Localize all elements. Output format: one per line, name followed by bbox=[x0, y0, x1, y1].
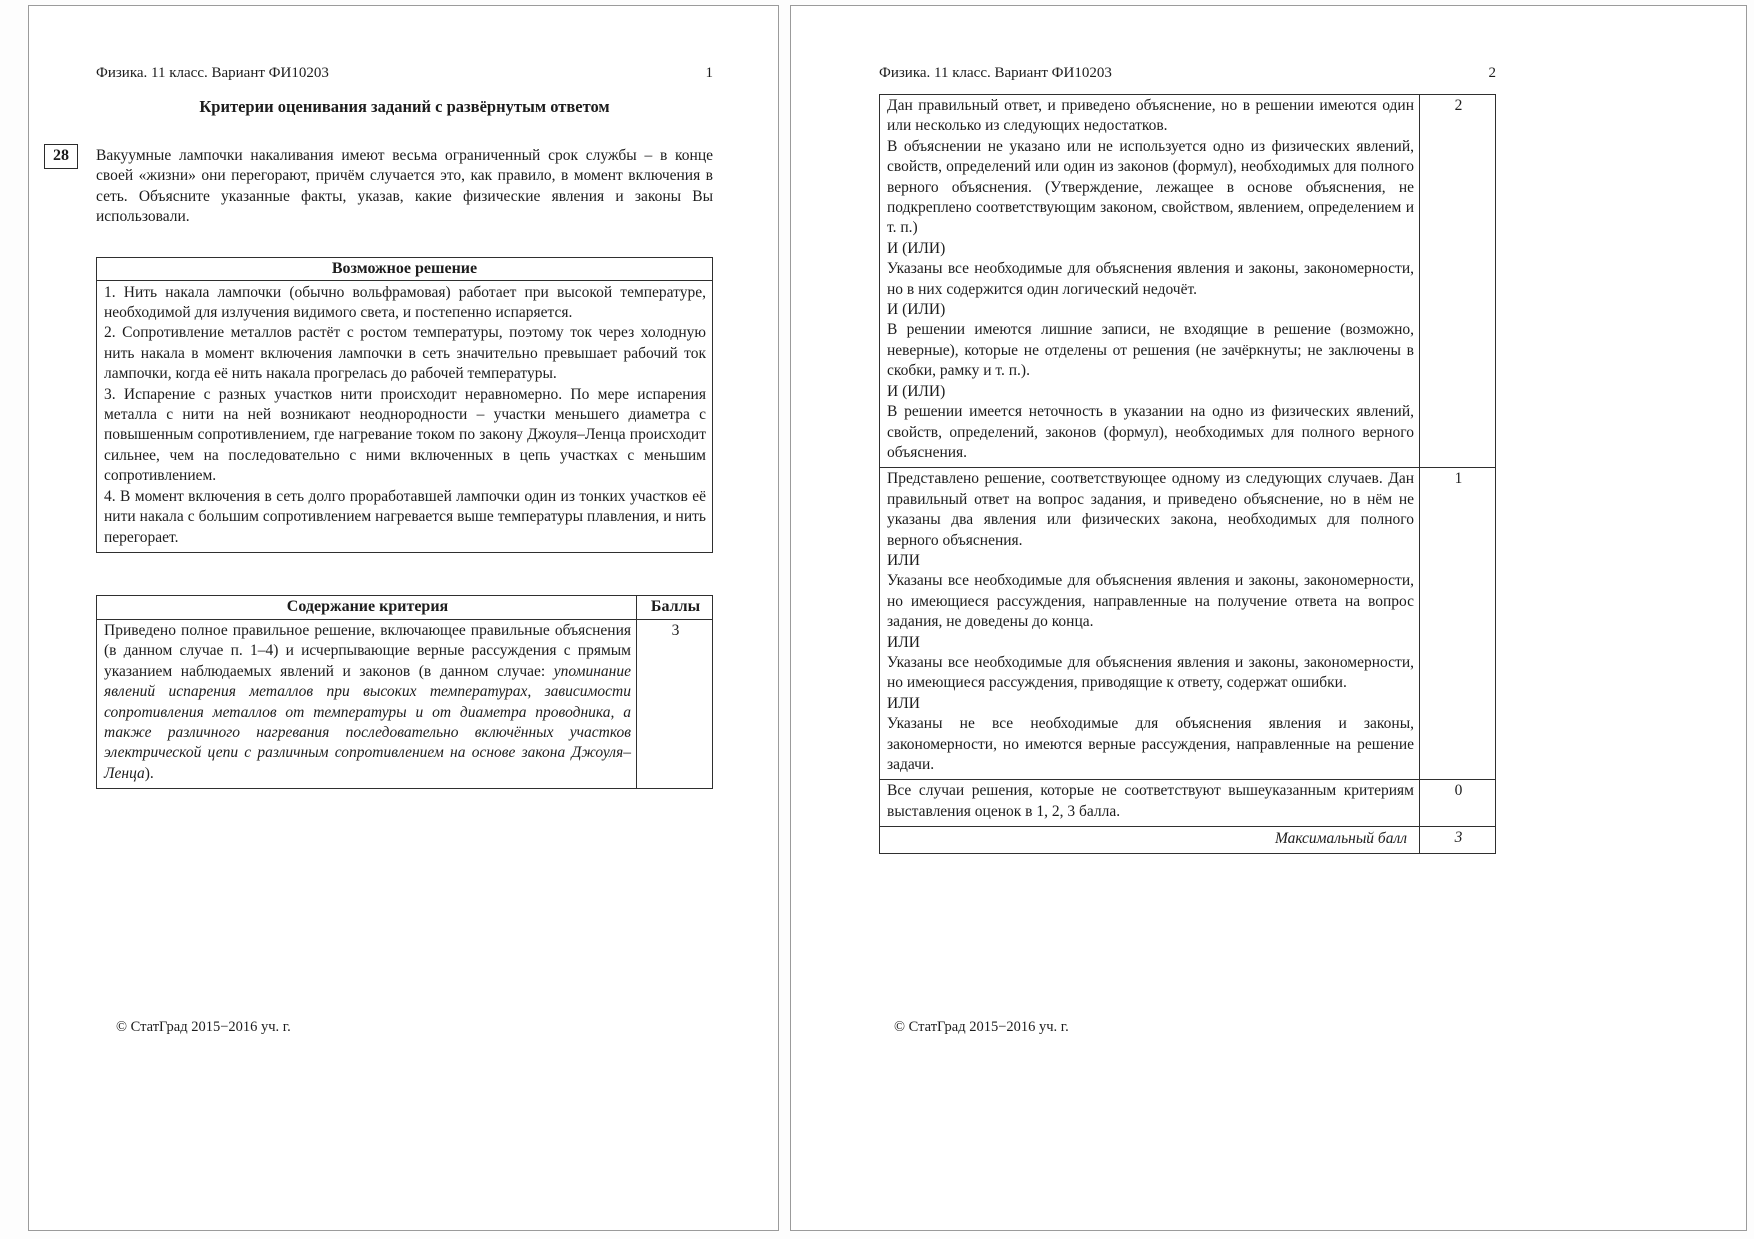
page-1-footer: © СтатГрад 2015−2016 уч. г. bbox=[116, 1019, 291, 1035]
criteria-row-score-1-value: 1 bbox=[1420, 467, 1495, 779]
document-spread bbox=[28, 5, 1747, 1233]
variant-label: Физика. 11 класс. Вариант ФИ10203 bbox=[879, 65, 1112, 81]
paragraph: Все случаи решения, которые не соответствуют вышеуказанным критериям выставления оценок в 1, 2, 3 балла. bbox=[887, 782, 1414, 820]
paragraph: Указаны все необходимые для объяснения явления и законы, закономерности, но в них содержится один логический недочёт. bbox=[887, 260, 1414, 298]
task-28-block bbox=[53, 146, 713, 228]
solution-item-1: 1. Нить накала лампочки (обычно вольфрамовая) работает при высокой температуре, необходимой для излучения видимого света, и постепенно испаряется. bbox=[104, 283, 706, 322]
criteria-row-score-0-value: 0 bbox=[1420, 779, 1495, 826]
connector-ili: ИЛИ bbox=[887, 551, 920, 569]
solution-table-body bbox=[97, 281, 712, 552]
solution-table-header: Возможное решение bbox=[97, 258, 712, 281]
document-title: Критерии оценивания заданий с развёрнутым ответом bbox=[199, 97, 610, 116]
page-1 bbox=[28, 5, 779, 1231]
connector-i-ili: И (ИЛИ) bbox=[887, 382, 946, 400]
task-number-box: 28 bbox=[44, 144, 78, 169]
criteria-row-score-3-paragraph bbox=[104, 621, 631, 784]
criteria-row-score-2-text bbox=[880, 95, 1420, 467]
paragraph: Дан правильный ответ, и приведено объяснение, но в решении имеются один или несколько из следующих недостатков. bbox=[887, 97, 1414, 135]
connector-ili: ИЛИ bbox=[887, 694, 920, 712]
criteria-3-lead: Приведено полное правильное решение, включающее правильные объяснения (в данном случае п. 1–4) и исчерпывающие верные рассуждения с прямым указанием наблюдаемых явлений и законов (в данном случае: bbox=[104, 621, 631, 680]
task-text: Вакуумные лампочки накаливания имеют весьма ограниченный срок службы – в конце своей «жизни» они перегорают, причём случается это, как правило, в момент включения в сеть. Объясните указанные факты, указав, какие физические явления и законы Вы использовали. bbox=[96, 147, 713, 226]
page-2 bbox=[790, 5, 1747, 1231]
criteria-3-tail: ). bbox=[144, 764, 154, 782]
paragraph: В объяснении не указано или не используется одно из физических явлений, свойств, определений или один из законов (формул), необходимых для полного верного объяснения. (Утверждение, лежащее в основе объяснения, не подкреплено соответствующим законом, свойством, явлением, определением и т. п.) bbox=[887, 137, 1414, 237]
page-2-footer: © СтатГрад 2015−2016 уч. г. bbox=[894, 1019, 1069, 1035]
criteria-column-header: Содержание критерия bbox=[97, 596, 637, 619]
paragraph: В решении имеется неточность в указании на одно из физических явлений, свойств, определений, законов (формул), необходимых для полного верного объяснения. bbox=[887, 403, 1414, 461]
max-score-label: Максимальный балл bbox=[880, 826, 1420, 853]
solution-item-2: 2. Сопротивление металлов растёт с ростом температуры, поэтому ток через холодную нить накала в момент включения лампочки в сеть значительно превышает рабочий ток лампочки, когда её нить накала прогрелась до рабочей температуры. bbox=[104, 324, 706, 383]
page-1-content bbox=[53, 63, 713, 789]
criteria-row-score-3-value: 3 bbox=[637, 619, 712, 788]
criteria-row-score-1-text bbox=[880, 467, 1420, 779]
page-1-number: 1 bbox=[705, 65, 713, 81]
connector-i-ili: И (ИЛИ) bbox=[887, 239, 946, 257]
criteria-table-page-1 bbox=[96, 595, 713, 789]
paragraph: Указаны все необходимые для объяснения явления и законы, закономерности, но имеющиеся рассуждения, направленные на получение ответа на вопрос задания, не доведены до конца. bbox=[887, 572, 1414, 631]
max-score-value: 3 bbox=[1420, 826, 1495, 853]
criteria-table-page-2 bbox=[879, 94, 1496, 854]
paragraph: Указаны все необходимые для объяснения явления и законы, закономерности, но имеющиеся рассуждения, приводящие к ответу, содержат ошибки. bbox=[887, 653, 1414, 692]
criteria-row-score-0-text bbox=[880, 779, 1420, 826]
page-2-number: 2 bbox=[1488, 65, 1496, 81]
solution-table bbox=[96, 257, 713, 553]
paragraph: Представлено решение, соответствующее одному из следующих случаев. Дан правильный ответ на вопрос задания, и приведено объяснение, но в нём не указаны два явления или физических закона, необходимых для полного верного объяснения. bbox=[887, 470, 1414, 549]
connector-i-ili: И (ИЛИ) bbox=[887, 301, 946, 319]
score-column-header: Баллы bbox=[650, 597, 701, 615]
criteria-row-score-3-text bbox=[97, 619, 637, 788]
variant-label: Физика. 11 класс. Вариант ФИ10203 bbox=[96, 65, 329, 81]
criteria-row-score-2-value: 2 bbox=[1454, 97, 1463, 114]
paragraph: В решении имеются лишние записи, не входящие в решение (возможно, неверные), которые не отделены от решения (не зачёркнуты; не заключены в скобки, рамку и т. п.). bbox=[887, 321, 1414, 380]
page-1-running-header bbox=[96, 63, 713, 83]
criteria-3-italic: упоминание явлений испарения металлов при высоких температурах, зависимости сопротивления металлов от температуры и от диаметра проводника, а также различного нагревания последовательно включённых участков электрической цепи с различным сопротивлением на основе закона Джоуля–Ленца bbox=[104, 662, 631, 782]
page-2-content bbox=[879, 63, 1496, 854]
solution-item-4: 4. В момент включения в сеть долго проработавшей лампочки один из тонких участков её нити накала с большим сопротивлением нагревается выше температуры плавления, и нить перегорает. bbox=[104, 487, 706, 546]
paragraph: Указаны не все необходимые для объяснения явления и законы, закономерности, но имеются верные рассуждения, направленные на решение задачи. bbox=[887, 715, 1414, 773]
connector-ili: ИЛИ bbox=[887, 633, 920, 651]
solution-item-3: 3. Испарение с разных участков нити происходит неравномерно. По мере испарения металла с нити на ней возникают неоднородности – участки меньшего диаметра с повышенным сопротивлением, где нагревание током по закону Джоуля–Ленца происходит сильнее, чем на последовательно с ними включенных в цепь участках с меньшим сопротивлением. bbox=[104, 385, 706, 485]
page-2-running-header bbox=[879, 63, 1496, 83]
